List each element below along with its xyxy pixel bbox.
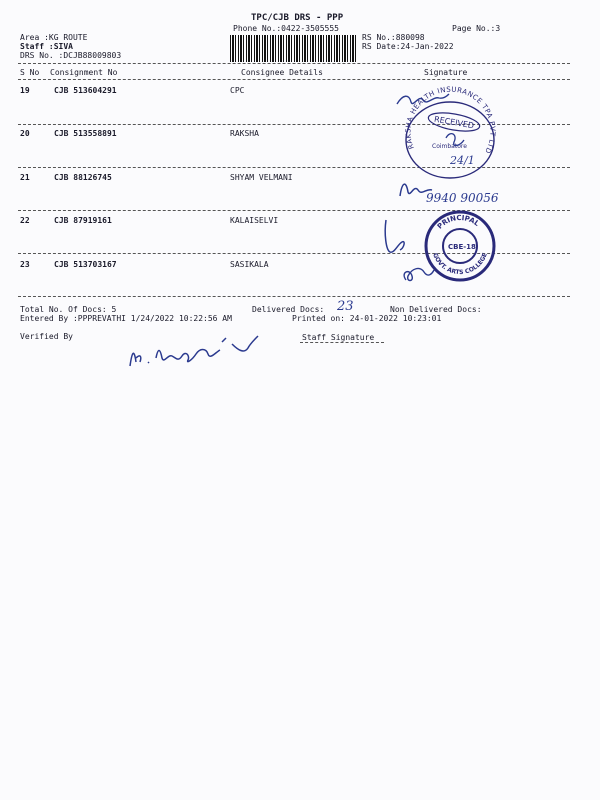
printed-on: Printed on: 24-01-2022 10:23:01 — [292, 314, 442, 323]
row-consignment: CJB 513558891 — [54, 129, 117, 138]
signature-line — [300, 342, 384, 343]
phone-note-text: 9940 90056 — [426, 191, 499, 205]
divider — [18, 63, 570, 64]
svg-text:RAKSHA HEALTH INSURANCE TPA PV: RAKSHA HEALTH INSURANCE TPA PVT LTD — [404, 85, 497, 156]
verified-by-label: Verified By — [20, 332, 73, 341]
delivered-count-handwriting — [335, 298, 375, 314]
staff-label: Staff :SIVA — [20, 42, 73, 51]
received-date-note: 24/1 — [450, 154, 475, 167]
page-number: Page No.:3 — [452, 24, 501, 33]
rs-number: RS No.:880098 — [362, 33, 425, 42]
document-title: TPC/CJB DRS - PPP — [251, 13, 344, 23]
row-consignee: SHYAM VELMANI — [230, 173, 293, 182]
received-text: RECEIVED — [433, 114, 475, 131]
row-consignment: CJB 513703167 — [54, 260, 117, 269]
rs-date: RS Date:24-Jan-2022 — [362, 42, 454, 51]
non-delivered-docs-label: Non Delivered Docs: — [390, 305, 482, 314]
phone-number: Phone No.:0422-3505555 — [233, 24, 339, 33]
delivered-docs-label: Delivered Docs: — [252, 305, 325, 314]
row-consignment: CJB 513604291 — [54, 86, 117, 95]
signature-scribble — [398, 262, 438, 286]
row-consignee: KALAISELVI — [230, 216, 279, 225]
row-sno: 20 — [20, 129, 30, 138]
row-sno: 22 — [20, 216, 30, 225]
received-stamp — [398, 85, 498, 180]
row-consignee: SASIKALA — [230, 260, 269, 269]
row-consignee: CPC — [230, 86, 245, 95]
entered-by: Entered By :PPPREVATHI 1/24/2022 10:22:56 AM — [20, 314, 232, 323]
row-consignment: CJB 87919161 — [54, 216, 112, 225]
col-header-sno: S No — [20, 68, 40, 77]
divider — [18, 79, 570, 80]
barcode — [230, 35, 356, 62]
col-header-consignee: Consignee Details — [241, 68, 323, 77]
row-consignee: RAKSHA — [230, 129, 259, 138]
staff-signature-label: Staff Signature — [302, 333, 375, 342]
area-label: Area :KG ROUTE — [20, 33, 88, 42]
svg-text:GOVT. ARTS COLLEGE: GOVT. ARTS COLLEGE — [431, 252, 489, 277]
col-header-signature: Signature — [424, 68, 468, 77]
total-docs: Total No. Of Docs: 5 — [20, 305, 117, 314]
row-consignment: CJB 88126745 — [54, 173, 112, 182]
divider — [18, 296, 570, 297]
drs-number: DRS No. :DCJB88009803 — [20, 51, 122, 60]
delivered-count-text: 23 — [337, 299, 354, 314]
row-sno: 21 — [20, 173, 30, 182]
phone-note-handwriting — [424, 188, 534, 208]
row-sno: 23 — [20, 260, 30, 269]
verifier-signature — [126, 334, 286, 374]
col-header-consignment: Consignment No — [50, 68, 118, 77]
row-sno: 19 — [20, 86, 30, 95]
stamp-code: CBE-18 — [448, 243, 476, 251]
svg-text:PRINCIPAL: PRINCIPAL — [435, 213, 481, 231]
signature-scribble — [380, 216, 410, 256]
stamp-city: Coimbatore — [432, 143, 467, 150]
